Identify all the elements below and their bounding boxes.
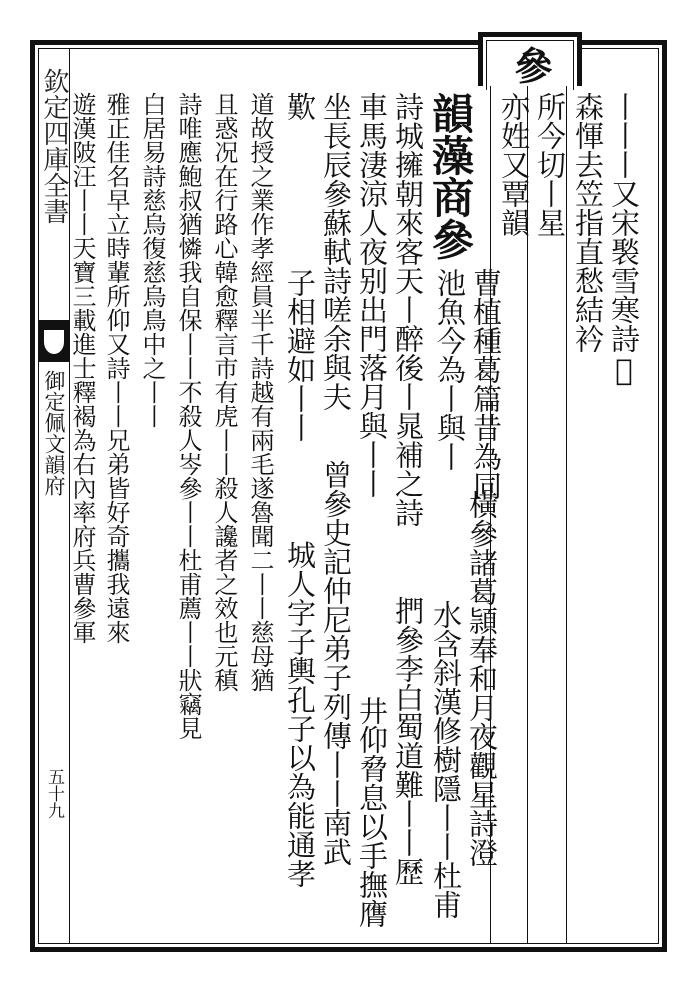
text-column: 城人字子輿孔子以為能通孝 <box>283 540 317 888</box>
text-column: 橫參諸葛頴奉和月夜觀星詩澄 <box>465 490 499 867</box>
text-column: 雅正佳名早立時輩所仰又詩丨丨兄弟皆好奇攜我遠來 <box>102 92 130 644</box>
header-tab-character: 參 <box>508 46 553 84</box>
margin-book-name: 御定佩文韻府 <box>42 370 66 496</box>
text-column: 水含斜漢修樹隱丨丨杜甫 <box>429 600 463 919</box>
text-column: 歎 <box>283 92 317 121</box>
text-column: 亦姓又覃韻 <box>497 92 531 237</box>
text-column: 且惑况在行路心韓愈釋言市有虎丨丨殺人讒者之效也元稹 <box>210 92 238 692</box>
text-column: 井仰脅息以手撫膺 <box>355 696 389 928</box>
text-column: 詩城擁朝來客天丨醉後丨晁補之詩 <box>391 92 425 527</box>
text-column: 子相避如丨丨 <box>283 268 317 442</box>
text-column: 所今切丨星 <box>533 92 567 237</box>
text-column: 曹植種葛篇昔為同 <box>469 268 503 500</box>
entry-heading: 韻藻商參 <box>426 92 475 260</box>
text-column: 遊漢陂汪丨丨天寶三載進士釋褐為右內率府兵曹參軍 <box>68 92 96 644</box>
margin-book-title: 欽定四庫全書 <box>39 68 69 224</box>
text-column: 道故授之業作孝經員半千詩越有兩毛遂魯聞二丨丨慈母猶 <box>246 92 274 692</box>
text-column: 丨丨丨又宋褧雪寒詩𩬊 <box>607 92 641 387</box>
text-column: 白居易詩慈烏復慈烏鳥中之丨丨 <box>138 92 166 428</box>
text-column: 車馬淒涼人夜别出門落月與丨丨 <box>355 92 389 498</box>
text-column: 池魚今為丨與丨 <box>433 268 467 471</box>
text-column: 坐長辰參蘇軾詩嗟余與夫 <box>319 92 353 411</box>
text-column: 捫參李白蜀道難丨丨歷 <box>391 596 425 886</box>
text-column: 曾參史記仲尼弟子列傳丨丨南武 <box>319 460 353 866</box>
text-column: 詩唯應鮑叔猶憐我自保丨丨不殺人岑參丨丨杜甫薦丨丨狀竊見 <box>174 92 202 740</box>
text-column: 森惲去笠指直愁結衿 <box>571 92 605 353</box>
margin-page-number: 五十九 <box>44 768 64 819</box>
